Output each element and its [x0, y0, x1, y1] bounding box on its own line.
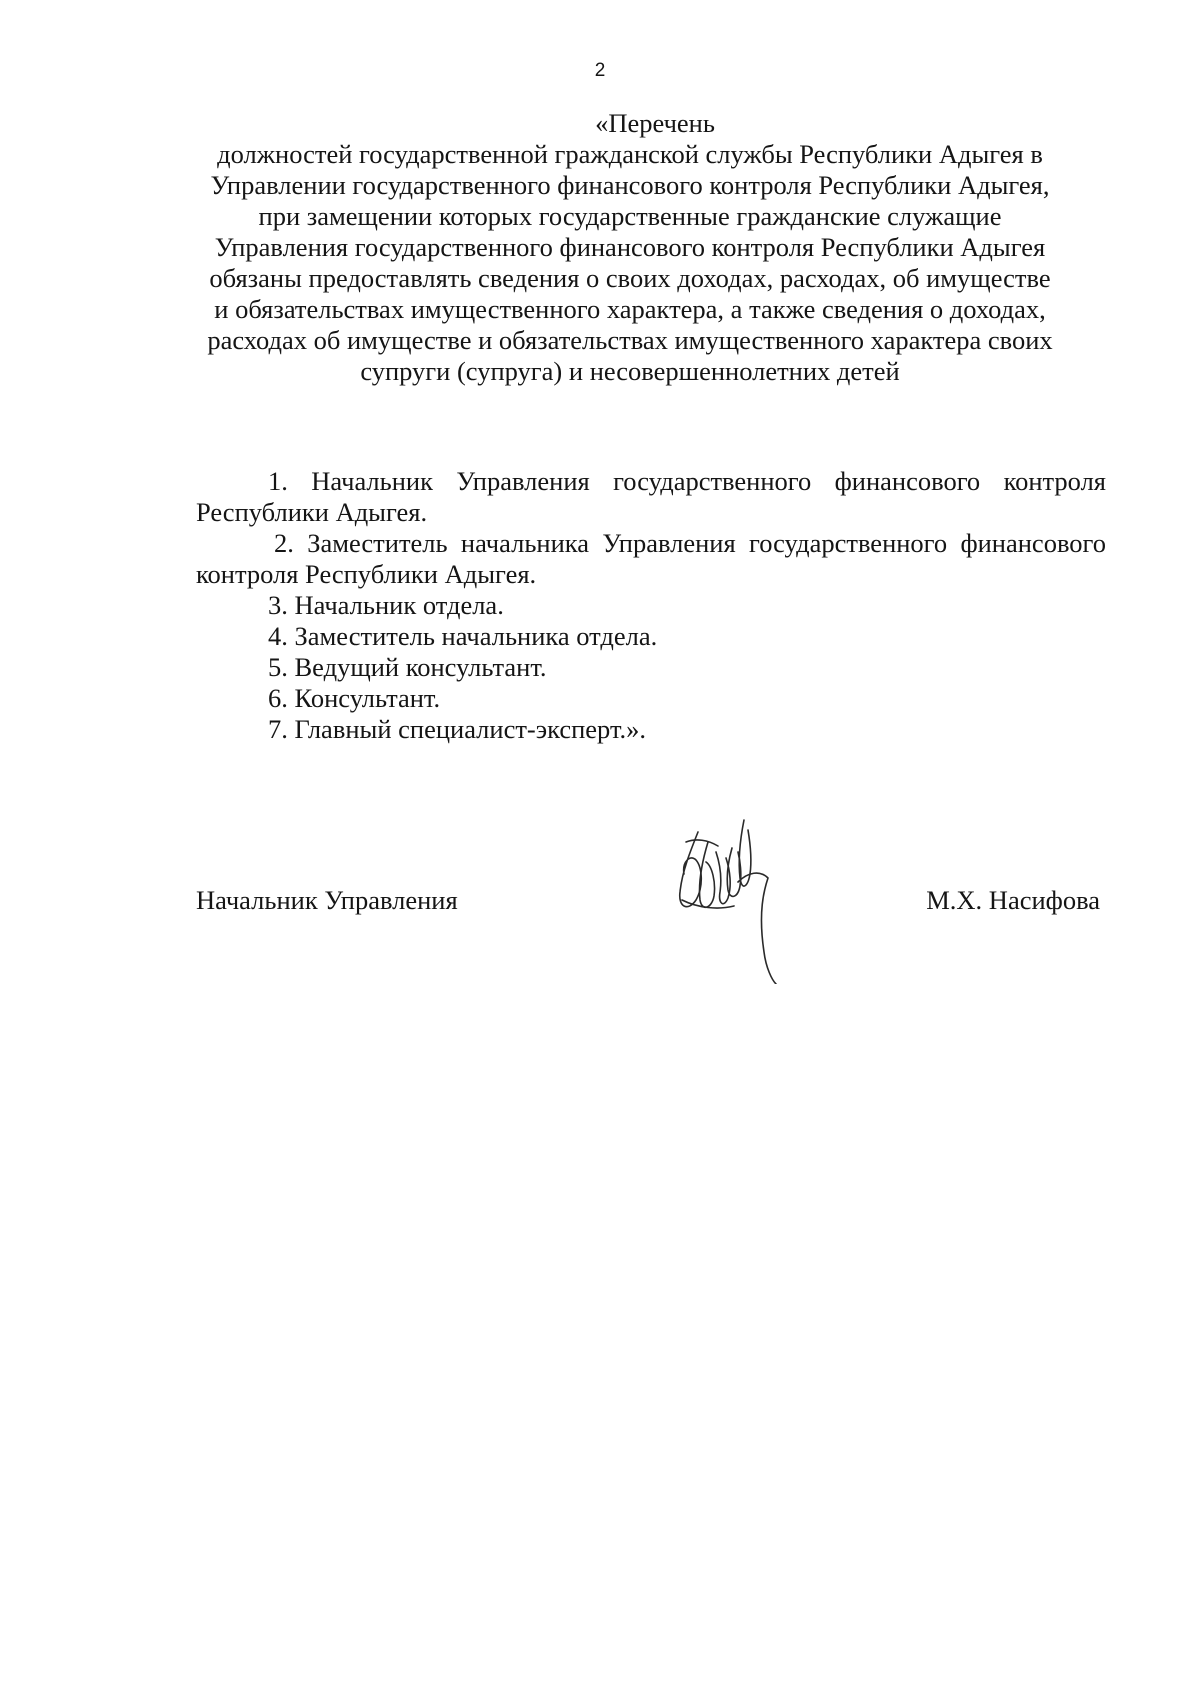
- list-item: 1. Начальник Управления государственного финансового контроля Республики Адыгея.: [196, 466, 1106, 527]
- document-title: [160, 108, 1100, 387]
- page-number: 2: [594, 60, 606, 81]
- title-line: при замещении которых государственные гражданские служащие: [258, 201, 1002, 231]
- signatory-name: М.Х. Насифова: [926, 885, 1100, 915]
- title-line: «Перечень: [595, 108, 715, 138]
- signature-row: [196, 885, 1106, 925]
- title-line: должностей государственной гражданской службы Республики Адыгея в: [217, 139, 1043, 169]
- handwritten-signature: [668, 812, 798, 984]
- positions-list: [196, 466, 1106, 745]
- signatory-position: Начальник Управления: [196, 885, 458, 915]
- list-item: 6. Консультант.: [268, 683, 441, 713]
- title-line: расходах об имуществе и обязательствах имущественного характера своих: [207, 325, 1053, 355]
- list-item: 5. Ведущий консультант.: [268, 652, 547, 682]
- list-item: 7. Главный специалист-эксперт.».: [268, 714, 647, 744]
- title-line: Управления государственного финансового контроля Республики Адыгея: [214, 232, 1046, 262]
- list-item: 2. Заместитель начальника Управления государственного финансового контроля Республики Адыгея.: [196, 528, 1106, 589]
- title-line: Управлении государственного финансового контроля Республики Адыгея,: [210, 170, 1050, 200]
- list-item: 4. Заместитель начальника отдела.: [268, 621, 658, 651]
- title-line: обязаны предоставлять сведения о своих доходах, расходах, об имуществе: [209, 263, 1051, 293]
- list-item: 3. Начальник отдела.: [268, 590, 504, 620]
- title-line: и обязательствах имущественного характера, а также сведения о доходах,: [214, 294, 1046, 324]
- title-line: супруги (супруга) и несовершеннолетних детей: [360, 356, 900, 386]
